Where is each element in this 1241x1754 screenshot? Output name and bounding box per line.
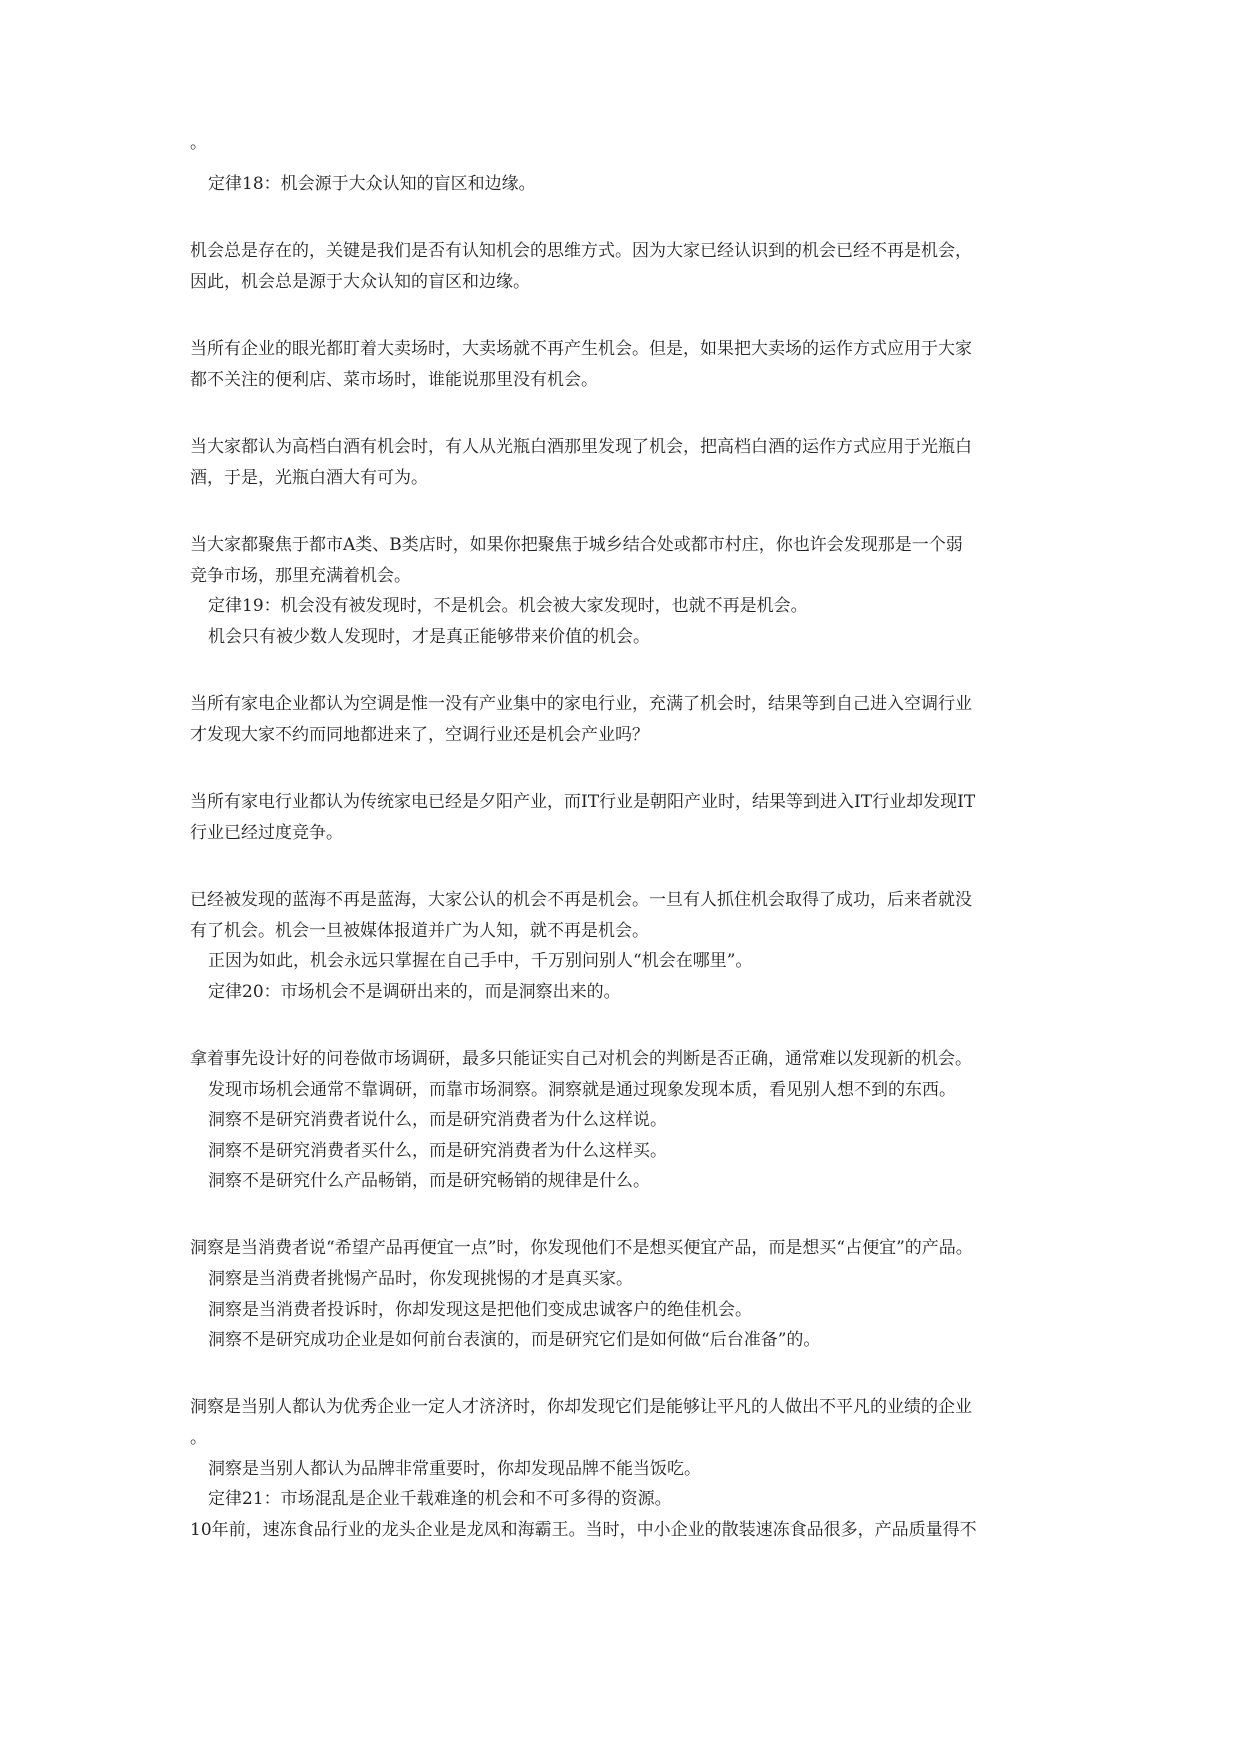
text-line: 洞察是当消费者挑惕产品时，你发现挑惕的才是真买家。 [208,1269,633,1289]
text-line: 洞察不是研究成功企业是如何前台表演的，而是研究它们是如何做“后台准备”的。 [208,1330,821,1350]
text-line: 已经被发现的蓝海不再是蓝海，大家公认的机会不再是机会。一旦有人抓住机会取得了成功，后来者就没 [190,890,972,910]
text-line: 当大家都聚焦于都市A类、B类店时，如果你把聚焦于城乡结合处或都市村庄，你也许会发现那是一个弱 [190,535,963,555]
text-line: 发现市场机会通常不靠调研，而靠市场洞察。洞察就是通过现象发现本质，看见别人想不到的东西。 [208,1080,956,1100]
text-line: 机会总是存在的，关键是我们是否有认知机会的思维方式。因为大家已经认识到的机会已经不再是机会， [190,241,972,261]
text-line: 有了机会。机会一旦被媒体报道并广为人知，就不再是机会。 [190,921,649,941]
text-line: 洞察不是研究什么产品畅销，而是研究畅销的规律是什么。 [208,1171,650,1191]
text-line: 。 [190,1428,207,1448]
text-line: 定律20：市场机会不是调研出来的，而是洞察出来的。 [208,982,621,1002]
text-line: 10年前，速冻食品行业的龙头企业是龙凤和海霸王。当时，中小企业的散装速冻食品很多，产品质量得不 [190,1520,977,1540]
text-line: 当所有企业的眼光都盯着大卖场时，大卖场就不再产生机会。但是，如果把大卖场的运作方式应用于大家 [190,339,972,359]
text-line: 洞察是当别人都认为品牌非常重要时，你却发现品牌不能当饭吃。 [208,1459,701,1479]
text-line: 洞察是当别人都认为优秀企业一定人才济济时，你却发现它们是能够让平凡的人做出不平凡的业绩的企业 [190,1397,972,1417]
text-line: 洞察不是研究消费者说什么，而是研究消费者为什么这样说。 [208,1110,667,1130]
text-line: 定律19：机会没有被发现时，不是机会。机会被大家发现时，也就不再是机会。 [208,596,808,616]
text-line: 才发现大家不约而同地都进来了，空调行业还是机会产业吗？ [190,725,649,745]
text-line: 定律18：机会源于大众认知的盲区和边缘。 [208,174,536,194]
text-line: 正因为如此，机会永远只掌握在自己手中，千万别问别人“机会在哪里”。 [208,951,753,971]
text-line: 定律21：市场混乱是企业千载难逢的机会和不可多得的资源。 [208,1489,672,1509]
text-line: 都不关注的便利店、菜市场时，谁能说那里没有机会。 [190,370,598,390]
text-line: 竞争市场，那里充满着机会。 [190,566,411,586]
text-line: 拿着事先设计好的问卷做市场调研，最多只能证实自己对机会的判断是否正确，通常难以发现新的机会。 [190,1049,972,1069]
text-line: 当所有家电企业都认为空调是惟一没有产业集中的家电行业，充满了机会时，结果等到自己进入空调行业 [190,694,972,714]
text-line: 。 [190,133,207,153]
text-line: 酒，于是，光瓶白酒大有可为。 [190,468,428,488]
text-line: 洞察是当消费者说“希望产品再便宜一点”时，你发现他们不是想买便宜产品，而是想买“占便宜”的产品。 [190,1238,973,1258]
text-line: 洞察不是研究消费者买什么，而是研究消费者为什么这样买。 [208,1141,667,1161]
text-line: 当所有家电行业都认为传统家电已经是夕阳产业，而IT行业是朝阳产业时，结果等到进入IT行业却发现IT [190,792,976,812]
text-line: 机会只有被少数人发现时，才是真正能够带来价值的机会。 [208,627,650,647]
text-line: 因此，机会总是源于大众认知的盲区和边缘。 [190,272,530,292]
text-line: 洞察是当消费者投诉时，你却发现这是把他们变成忠诚客户的绝佳机会。 [208,1300,752,1320]
text-line: 行业已经过度竞争。 [190,823,343,843]
text-line: 当大家都认为高档白酒有机会时，有人从光瓶白酒那里发现了机会，把高档白酒的运作方式应用于光瓶白 [190,437,972,457]
